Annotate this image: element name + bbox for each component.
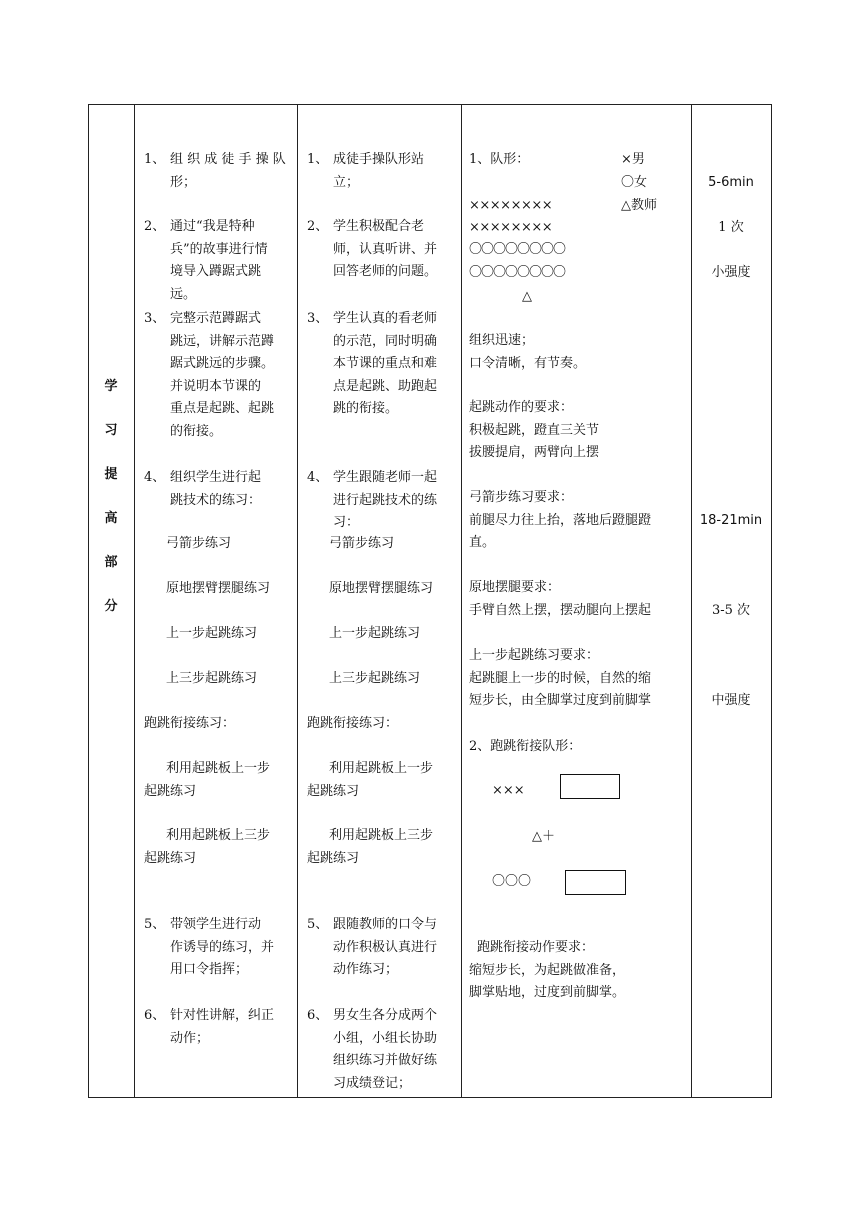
teacher-sub-item: 上一步起跳练习 [166,626,258,641]
section-title-char: 学 [104,379,118,394]
requirement-line: 直。 [469,535,496,550]
repeat-count: 3-5 次 [711,603,751,618]
teacher-item-line: 兵”的故事进行情 [170,241,268,257]
student-item-line: 点是起跳、助跑起 [333,378,438,394]
formation-title: 1、队形： [469,152,530,167]
col-border-5 [771,104,772,1098]
student-sub-item: 上一步起跳练习 [329,626,421,641]
student-sub-item: 原地摆臂摆腿练习 [329,581,434,596]
legend-teacher: △教师 [621,198,657,213]
teacher-item-num: 4、 [144,470,166,485]
section-title-char: 习 [104,423,118,438]
requirement-line: 起跳腿上一步的时候，自然的缩 [469,670,652,686]
student-link-line: 起跳练习 [307,850,360,866]
teacher-item-line: 动作； [170,1030,210,1046]
teacher-item-num: 1、 [144,152,166,167]
student-item-line: 动作积极认真进行 [333,939,438,955]
teacher-sub-item: 弓箭步练习 [166,536,232,551]
teacher-item-line: 形； [170,174,197,190]
formation-teacher-mark: △ [522,289,532,304]
teacher-item-line: 跳远，讲解示范蹲 [170,333,275,349]
teacher-item-line: 远。 [170,286,197,302]
teacher-link-line: 利用起跳板上三步 [166,828,271,843]
requirement-line: 前腿尽力往上抬，落地后蹬腿蹬 [469,512,652,528]
formation-row-male: ×××××××× [469,220,553,235]
student-link-line: 利用起跳板上三步 [329,828,434,843]
student-sub-item: 弓箭步练习 [329,536,395,551]
student-item-line: 动作练习； [333,962,399,977]
org-note: 组织迅速； [469,333,535,348]
student-link-title: 跑跳衔接练习： [307,716,399,731]
requirement-line: 短步长，由全脚掌过度到前脚掌 [469,693,652,708]
teacher-item-line: 境导入蹲踞式跳 [170,264,262,279]
teacher-item-line: 的衔接。 [170,423,223,439]
col-border-3 [461,104,462,1098]
teacher-item-line: 踞式跳远的步骤。 [170,356,275,371]
student-item-line: 习成绩登记； [333,1075,412,1091]
col-border-1 [134,104,135,1098]
student-item-line: 习： [333,515,360,530]
teacher-item-line: 重点是起跳、起跳 [170,401,275,416]
requirement-line: 拔腰提肩，两臂向上摆 [469,445,600,460]
student-item-num: 4、 [307,470,329,485]
duration-value: 5-6min [708,175,754,190]
formation2-row-male: ××× [492,783,525,798]
student-item-line: 学生认真的看老师 [333,311,438,326]
formation-row-male: ×××××××× [469,198,553,213]
student-item-num: 5、 [307,917,329,932]
teacher-item-line: 组织学生进行起 [170,470,262,485]
student-item-line: 学生跟随老师一起 [333,470,438,485]
formation2-title: 2、跑跳衔接队形： [469,739,582,754]
student-item-line: 进行起跳技术的练 [333,492,438,508]
table-bottom-border [88,1097,772,1098]
student-item-line: 跳的衔接。 [333,401,399,416]
student-item-line: 学生积极配合老 [333,219,425,234]
teacher-item-line: 作诱导的练习，并 [170,939,275,955]
student-item-line: 成徒手操队形站 [333,152,425,167]
section-title-char: 部 [104,555,118,570]
col-border-2 [297,104,298,1098]
legend-female: 〇女 [621,175,648,190]
student-item-line: 的示范，同时明确 [333,333,438,349]
requirement-title: 弓箭步练习要求： [469,490,574,505]
student-item-line: 本节课的重点和难 [333,356,438,371]
student-item-line: 小组，小组长协助 [333,1030,438,1046]
student-item-line: 回答老师的问题。 [333,264,438,279]
teacher-link-line: 起跳练习 [144,850,197,866]
formation2-teacher: △＋ [532,829,555,844]
teacher-item-num: 6、 [144,1008,166,1023]
repeat-count: 1 次 [718,220,744,235]
teacher-link-line: 利用起跳板上一步 [166,761,271,776]
formation-row-female: 〇〇〇〇〇〇〇〇 [469,242,566,257]
intensity-value: 中强度 [711,693,751,708]
requirement-title: 原地摆腿要求： [469,580,561,595]
student-item-line: 男女生各分成两个 [333,1008,438,1023]
student-item-line: 跟随教师的口令与 [333,917,438,932]
teacher-sub-item: 上三步起跳练习 [166,671,258,686]
student-sub-item: 上三步起跳练习 [329,671,421,686]
requirement-line: 积极起跳，蹬直三关节 [469,422,600,438]
requirement-line: 手臂自然上摆，摆动腿向上摆起 [469,602,652,618]
takeoff-board-icon [560,774,620,799]
student-item-line: 组织练习并做好练 [333,1053,438,1068]
student-item-line: 立； [333,174,360,190]
requirement-line: 脚掌贴地，过度到前脚掌。 [469,985,626,1000]
section-title [88,376,134,640]
org-note: 口令清晰，有节奏。 [469,355,587,371]
teacher-sub-item: 原地摆臂摆腿练习 [166,581,271,596]
formation-row-female: 〇〇〇〇〇〇〇〇 [469,265,566,280]
section-title-char: 分 [104,599,118,614]
student-item-line: 师，认真听讲、并 [333,241,438,257]
student-link-line: 利用起跳板上一步 [329,761,434,776]
student-item-num: 1、 [307,152,329,167]
teacher-item-num: 5、 [144,917,166,932]
teacher-item-line: 跳技术的练习： [170,492,262,508]
teacher-item-line: 带领学生进行动 [170,917,262,932]
teacher-item-line: 针对性讲解，纠正 [170,1008,275,1023]
student-link-line: 起跳练习 [307,783,360,799]
student-item-num: 6、 [307,1008,329,1023]
teacher-link-line: 起跳练习 [144,783,197,799]
table-top-border [88,104,772,105]
requirement-title: 上一步起跳练习要求： [469,648,600,663]
section-title-char: 高 [104,511,118,526]
teacher-item-line: 用口令指挥； [170,962,249,977]
teacher-item-num: 3、 [144,311,166,326]
duration-value: 18-21min [699,513,763,528]
requirement-title: 起跳动作的要求： [469,400,574,415]
teacher-item-line: 完整示范蹲踞式 [170,311,262,326]
requirement-line: 缩短步长，为起跳做准备， [469,962,626,978]
student-item-num: 2、 [307,219,329,234]
teacher-item-line: 并说明本节课的 [170,378,262,394]
section-title-char: 提 [104,467,118,482]
teacher-link-title: 跑跳衔接练习： [144,716,236,731]
lesson-table [88,104,772,1098]
formation2-row-female: 〇〇〇 [492,874,532,889]
teacher-item-num: 2、 [144,219,166,234]
teacher-item-line: 组 织 成 徒 手 操 队 [170,152,286,167]
legend-male: ×男 [621,152,645,167]
takeoff-board-icon [565,870,626,895]
student-item-num: 3、 [307,311,329,326]
teacher-item-line: 通过“我是特种 [170,219,255,234]
requirement-title: 跑跳衔接动作要求： [477,940,595,955]
intensity-value: 小强度 [711,265,751,280]
